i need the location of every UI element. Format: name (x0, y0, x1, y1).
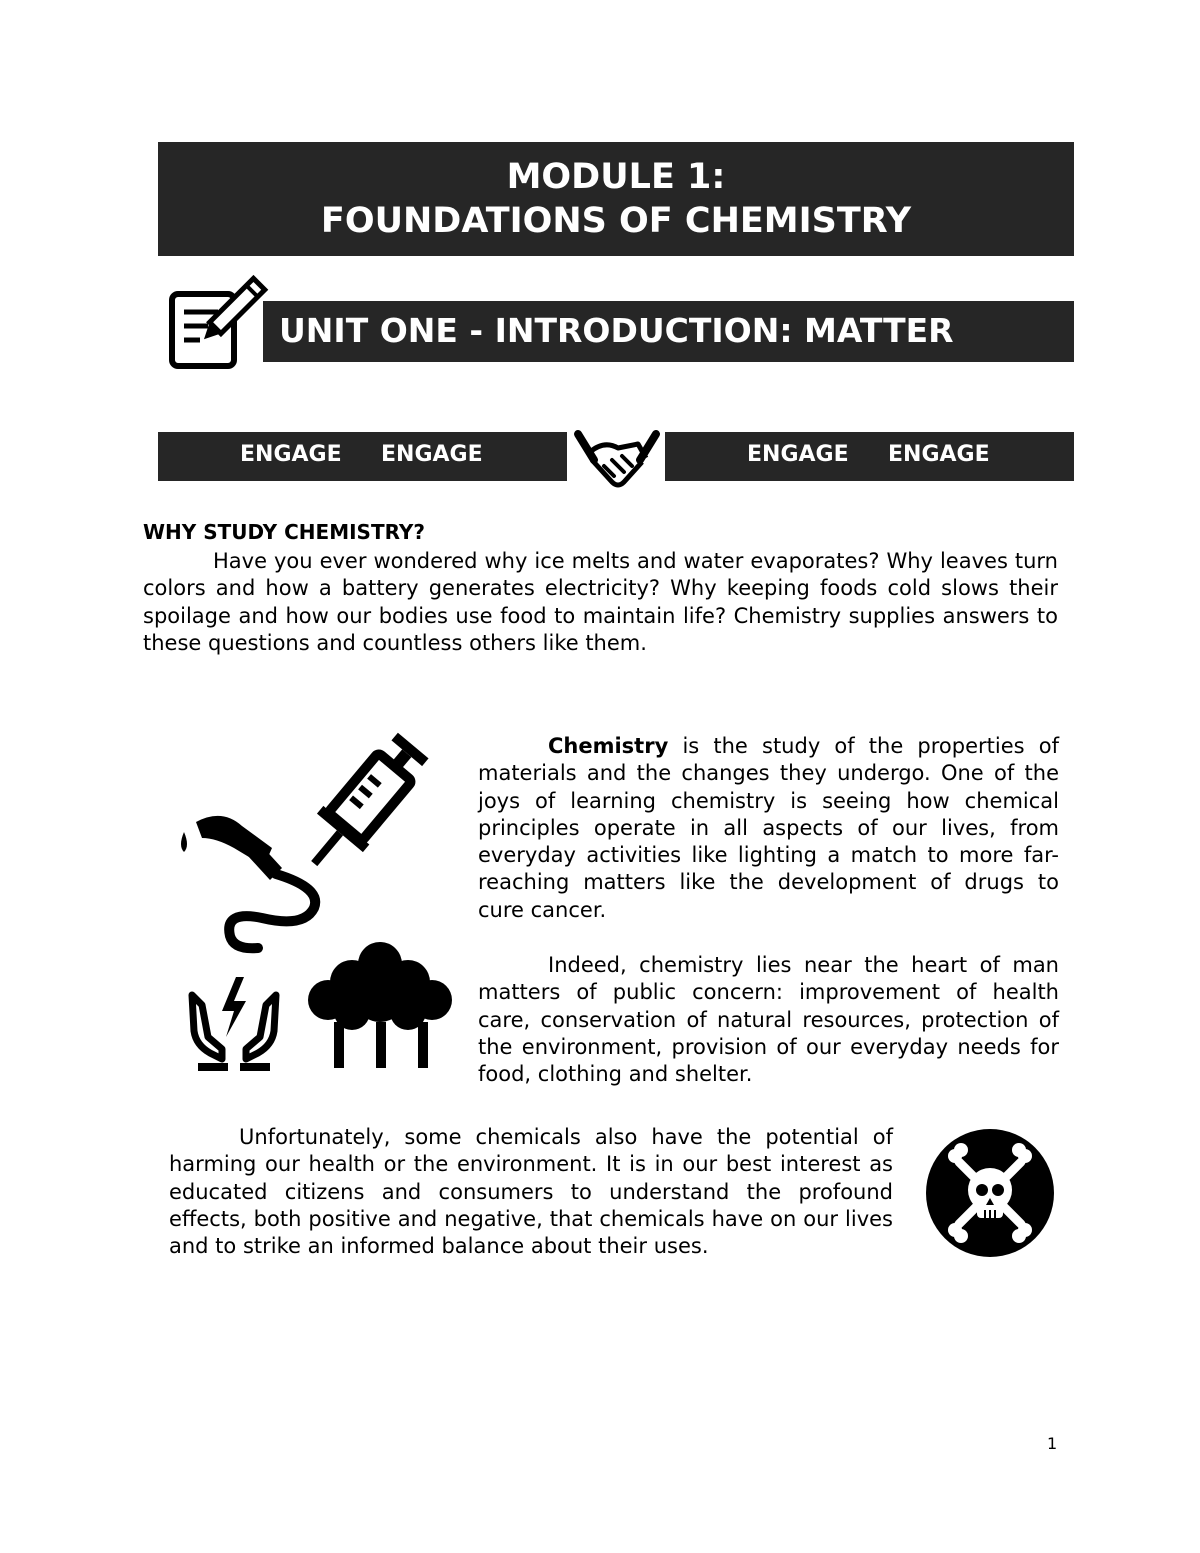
chemistry-term: Chemistry (548, 734, 669, 758)
intro-paragraph: Have you ever wondered why ice melts and water evaporates? Why leaves turn colors and how a battery generates electricity? Why keeping foods cold slows their spoilage and how our bodies use food to maintain life? Chemistry supplies answers to these questions and countless others like them. (143, 549, 1058, 655)
handshake-icon (572, 430, 662, 492)
hands-energy-icon (186, 975, 282, 1073)
notepad-pencil-icon (168, 278, 264, 370)
unit-banner (263, 301, 1074, 362)
skull-crossbones-icon (925, 1128, 1055, 1258)
public-concern-paragraph: Indeed, chemistry lies near the heart of man matters of public concern: improvement of health care, conservation of natural resources, protection of the environment, provision of our everyday needs for food, clothing and shelter. (478, 953, 1059, 1087)
module-title: MODULE 1: (506, 157, 726, 197)
harm-paragraph: Unfortunately, some chemicals also have the potential of harming our health or the environment. It is in our best interest as educated citizens and consumers to understand the profound effects, both positive and negative, that chemicals have on our lives and to strike an informed balance about their uses. (169, 1125, 893, 1259)
engage-label: ENGAGE (381, 442, 483, 467)
chemistry-definition: is the study of the properties of materials and the changes they undergo. One of the joys of learning chemistry is seeing how chemical principles operate in all aspects of our lives, from everyday activities like lighting a match to more far-reaching matters like the development of drugs to cure cancer. (478, 734, 1059, 922)
fuel-nozzle-icon (172, 808, 332, 958)
engage-label: ENGAGE (888, 442, 990, 467)
engage-label: ENGAGE (240, 442, 342, 467)
section-title: WHY STUDY CHEMISTRY? (143, 520, 425, 544)
module-subtitle: FOUNDATIONS OF CHEMISTRY (320, 201, 912, 241)
engage-bar-left (158, 432, 567, 481)
page-number: 1 (1047, 1434, 1058, 1453)
engage-bar-right (665, 432, 1074, 481)
engage-label: ENGAGE (747, 442, 849, 467)
module-banner (158, 142, 1074, 256)
trees-icon (302, 938, 462, 1070)
unit-title: UNIT ONE - INTRODUCTION: MATTER (279, 311, 954, 350)
chemistry-definition-paragraph (478, 733, 1059, 924)
